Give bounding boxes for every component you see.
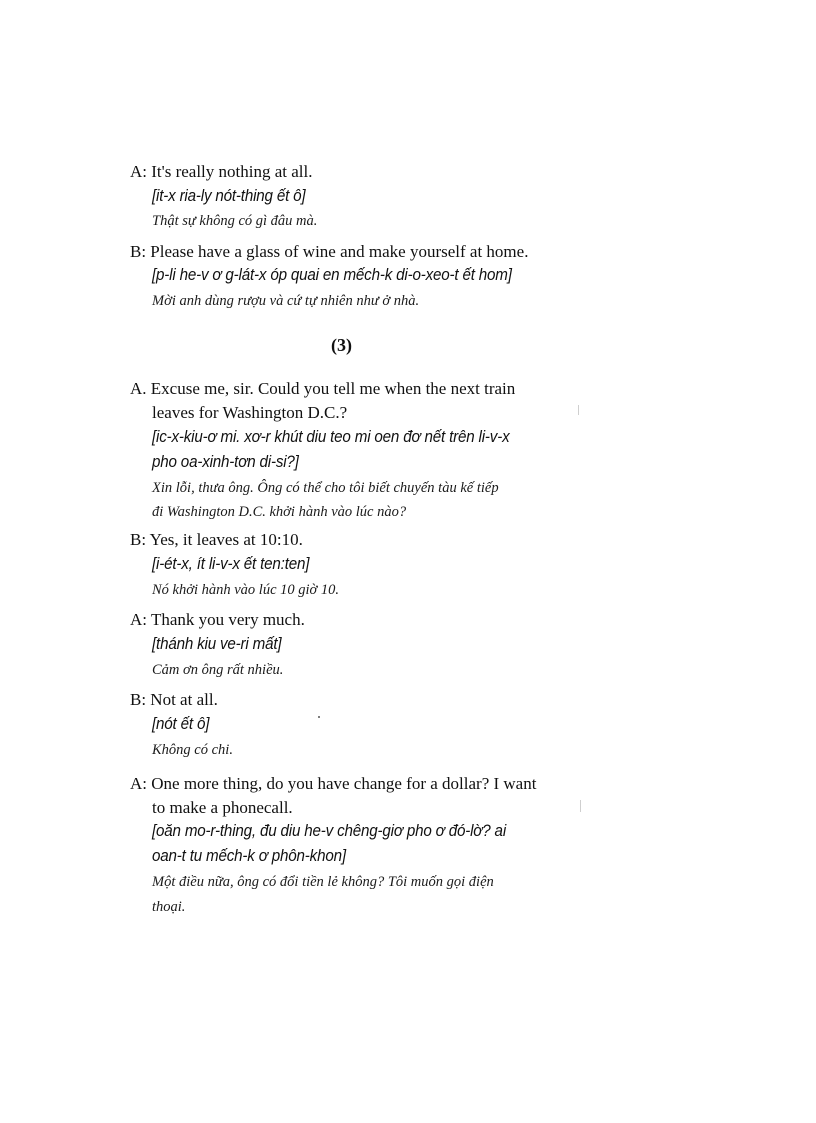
scan-mark xyxy=(580,800,581,812)
dialogue-b1-vietnamese: Nó khởi hành vào lúc 10 giờ 10. xyxy=(152,582,340,598)
dialogue-a3-vietnamese-line1: Một điều nữa, ông có đổi tiền lẻ không? Tôi muốn gọi điện xyxy=(152,874,494,890)
dialogue-a2-pronunciation: [thánh kiu ve-ri mất] xyxy=(152,635,282,653)
dialogue-a3-pronunciation-line2: oan-t tu mếch-k ơ phôn-khon] xyxy=(152,847,346,865)
dialogue-a3-vietnamese-line2: thoại. xyxy=(152,899,186,915)
dialogue-a1-pronunciation-line1: [ic-x-kiu-ơ mi. xơ-r khút diu teo mi oen đơ nết trên li-v-x xyxy=(152,428,510,446)
dialogue-a1-vietnamese-line1: Xin lỗi, thưa ông. Ông có thể cho tôi biết chuyến tàu kế tiếp xyxy=(152,480,499,496)
dialogue-line-a-pronunciation: [it-x ria-ly nót-thing ết ô] xyxy=(152,187,306,205)
dialogue-b2-pronunciation: [nót ết ô] xyxy=(152,715,210,733)
dialogue-a1-pronunciation-line2: pho oa-xinh-tơn di-si?] xyxy=(152,453,299,471)
dialogue-line-b-pronunciation: [p-li he-v ơ g-lát-x óp quai en mếch-k di-o-xeo-t ết hom] xyxy=(152,266,512,284)
dialogue-line-b-vietnamese: Mời anh dùng rượu và cứ tự nhiên như ở nhà. xyxy=(152,293,420,309)
dialogue-a1-english-line2: leaves for Washington D.C.? xyxy=(152,403,348,422)
scan-speck xyxy=(318,716,320,718)
dialogue-line-a-english: A: It's really nothing at all. xyxy=(130,162,313,181)
dialogue-b2-english: B: Not at all. xyxy=(130,690,218,709)
dialogue-a2-english: A: Thank you very much. xyxy=(130,610,305,629)
scan-mark xyxy=(578,405,579,415)
section-heading: (3) xyxy=(331,335,352,355)
dialogue-line-a-vietnamese: Thật sự không có gì đâu mà. xyxy=(152,213,318,229)
dialogue-a1-vietnamese-line2: đi Washington D.C. khởi hành vào lúc nào? xyxy=(152,504,407,520)
dialogue-a1-english-line1: A. Excuse me, sir. Could you tell me when the next train xyxy=(130,379,516,398)
dialogue-line-b-english: B: Please have a glass of wine and make yourself at home. xyxy=(130,242,529,261)
dialogue-a2-vietnamese: Cảm ơn ông rất nhiều. xyxy=(152,662,284,678)
dialogue-b1-english: B: Yes, it leaves at 10:10. xyxy=(130,530,303,549)
dialogue-b2-vietnamese: Không có chi. xyxy=(152,742,233,758)
dialogue-a3-pronunciation-line1: [oăn mo-r-thing, đu diu he-v chêng-giơ pho ơ đó-lờ? ai xyxy=(152,822,507,840)
dialogue-b1-pronunciation: [i-ét-x, ít li-v-x ết ten:ten] xyxy=(152,555,310,573)
dialogue-a3-english-line2: to make a phonecall. xyxy=(152,798,293,817)
dialogue-a3-english-line1: A: One more thing, do you have change for a dollar? I want xyxy=(130,774,537,793)
